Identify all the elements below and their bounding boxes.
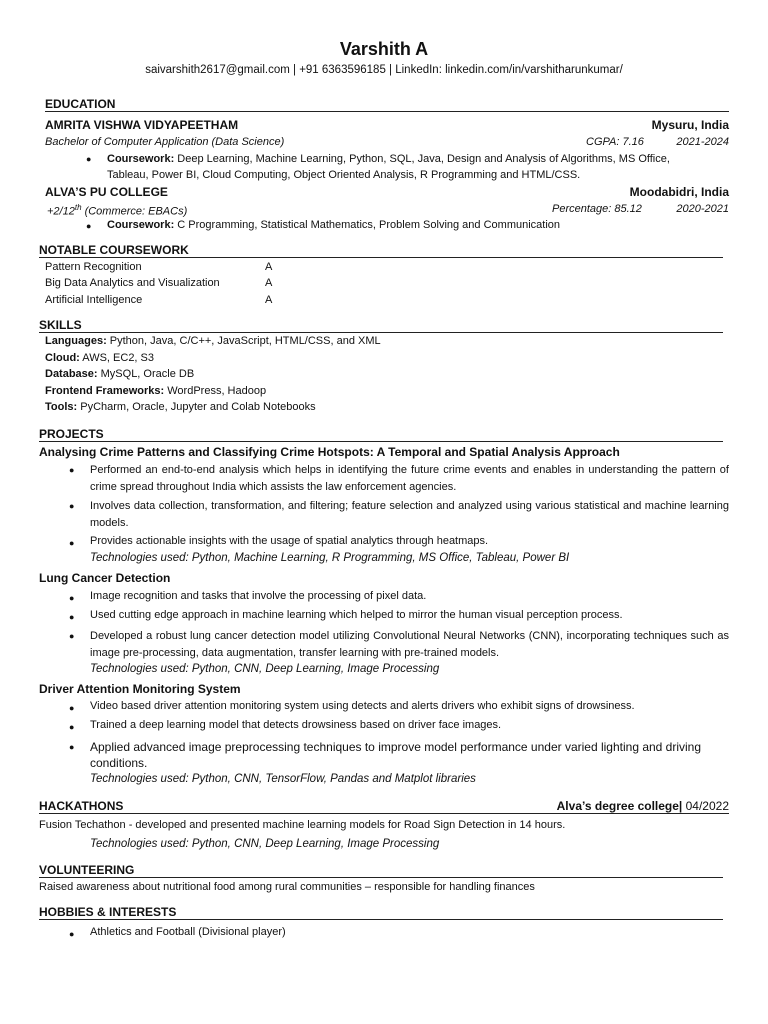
bullet-icon: ● [69,703,75,713]
hackathon-technologies: Technologies used: Python, CNN, Deep Learning, Image Processing [90,838,440,850]
coursework-text: C Programming, Statistical Mathematics, Problem Solving and Communication [174,219,561,231]
candidate-name: Varshith A [339,39,429,59]
skill-value: AWS, EC2, S3 [79,352,155,364]
skill-label: Cloud: [45,352,80,364]
degree [47,203,187,218]
project-technologies: Technologies used: Python, CNN, TensorFlow, Pandas and Matplot libraries [90,773,476,785]
project-bullet: Video based driver attention monitoring system using detects and alerts drivers who exhibit signs of drowsiness. [90,700,635,712]
bullet-icon: ● [69,593,75,603]
skill-row [45,335,381,347]
degree-prefix: +2/12 [47,205,75,218]
project-bullet: Performed an end-to-end analysis which helps in identifying the future crime events and enables in understanding the pattern of crime spread throughout India which assists the law enforcement agencies. [90,464,729,493]
school-location: Mysuru, India [651,118,729,132]
coursework-label: Coursework: [107,219,175,231]
project-bullet: Image recognition and tasks that involve the processing of pixel data. [90,590,427,602]
coursework [107,151,699,183]
school-location: Moodabidri, India [629,185,729,199]
section-hackathons-title [39,799,729,814]
project-bullet: Applied advanced image preprocessing techniques to improve model performance under varied lighting and driving conditions. [90,740,702,770]
course-grade: A [265,261,273,273]
degree-suffix: (Commerce: EBACs) [81,205,188,218]
hackathon-description: Fusion Techathon - developed and presented machine learning models for Road Sign Detection in 14 hours. [39,819,566,831]
bullet-icon: ● [69,538,75,548]
course-name: Artificial Intelligence [45,294,143,306]
section-hobbies-title: HOBBIES & INTERESTS [39,905,723,920]
hackathon-org: Alva’s degree college [556,799,679,813]
degree-superscript: th [74,203,82,212]
skill-row [45,385,266,397]
coursework [107,219,560,231]
degree: Bachelor of Computer Application (Data Science) [45,136,285,148]
section-volunteering-title: VOLUNTEERING [39,863,723,878]
skill-row [45,352,154,364]
bullet-icon: ● [69,465,75,475]
hobby-item: Athletics and Football (Divisional player) [90,926,286,938]
volunteering-description: Raised awareness about nutritional food among rural communities – responsible for handling finances [39,881,535,893]
coursework-label: Coursework: [107,153,175,165]
skill-label: Languages: [45,335,107,347]
project-title: Lung Cancer Detection [39,571,171,585]
course-grade: A [265,277,273,289]
course-name: Big Data Analytics and Visualization [45,277,220,289]
skill-value: WordPress, Hadoop [164,385,267,397]
score: CGPA: 7.16 [586,136,644,148]
skill-value: MySQL, Oracle DB [97,368,195,380]
years: 2020-2021 [676,203,729,215]
project-bullet: Involves data collection, transformation, and filtering; feature selection and analyzed using various statistical and machine learning models. [90,500,729,529]
section-education-title: EDUCATION [45,97,729,112]
project-title: Analysing Crime Patterns and Classifying Crime Hotspots: A Temporal and Spatial Analysis Approach [39,445,620,459]
course-grade: A [265,294,273,306]
skill-value: PyCharm, Oracle, Jupyter and Colab Notebooks [77,401,316,413]
contact-line: saivarshith2617@gmail.com | +91 6363596185 | LinkedIn: linkedin.com/in/varshitharunkumar/ [145,64,623,76]
bullet-icon: ● [86,154,92,164]
coursework-text: Deep Learning, Machine Learning, Python, SQL, Java, Design and Analysis of Algorithms, MS Office, Tableau, Power BI, Cloud Computing, Object Oriented Analysis, R Programming and HTML/CSS. [107,153,670,181]
skill-label: Frontend Frameworks: [45,385,165,397]
project-technologies: Technologies used: Python, Machine Learning, R Programming, MS Office, Tableau, Power BI [90,552,570,564]
skill-row [45,368,194,380]
skill-label: Tools: [45,401,78,413]
section-projects-title: PROJECTS [39,427,723,442]
course-name: Pattern Recognition [45,261,142,273]
bullet-icon: ● [69,501,75,511]
bullet-icon: ● [86,221,92,231]
hackathons-heading: HACKATHONS [39,799,124,813]
project-title: Driver Attention Monitoring System [39,682,241,696]
bullet-icon: ● [69,612,75,622]
skill-row [45,401,316,413]
bullet-icon: ● [69,631,75,641]
bullet-icon: ● [69,929,75,939]
school-name: AMRITA VISHWA VIDYAPEETHAM [45,118,239,132]
section-notable-coursework-title: NOTABLE COURSEWORK [39,243,723,258]
section-skills-title: SKILLS [39,318,723,333]
project-bullet: Used cutting edge approach in machine learning which helped to mirror the human visual perception process. [90,609,623,621]
hackathon-meta [557,799,729,813]
project-technologies: Technologies used: Python, CNN, Deep Learning, Image Processing [90,663,440,675]
project-bullet: Provides actionable insights with the usage of spatial analytics through heatmaps. [90,535,489,547]
skill-label: Database: [45,368,98,380]
school-name: ALVA’S PU COLLEGE [45,185,168,199]
years: 2021-2024 [676,136,729,148]
score: Percentage: 85.12 [552,203,642,215]
project-bullet: Trained a deep learning model that detects drowsiness based on driver face images. [90,719,502,731]
project-bullet: Developed a robust lung cancer detection model utilizing Convolutional Neural Networks (CNN), incorporating techniques such as image pre-processing, data augmentation, transfer learning with pre-trained models. [90,630,729,659]
bullet-icon: ● [69,722,75,732]
bullet-icon: ● [69,742,75,752]
hackathon-date: 04/2022 [682,799,729,813]
hackathon-separator: | [678,799,683,813]
skill-value: Python, Java, C/C++, JavaScript, HTML/CSS, and XML [106,335,381,347]
